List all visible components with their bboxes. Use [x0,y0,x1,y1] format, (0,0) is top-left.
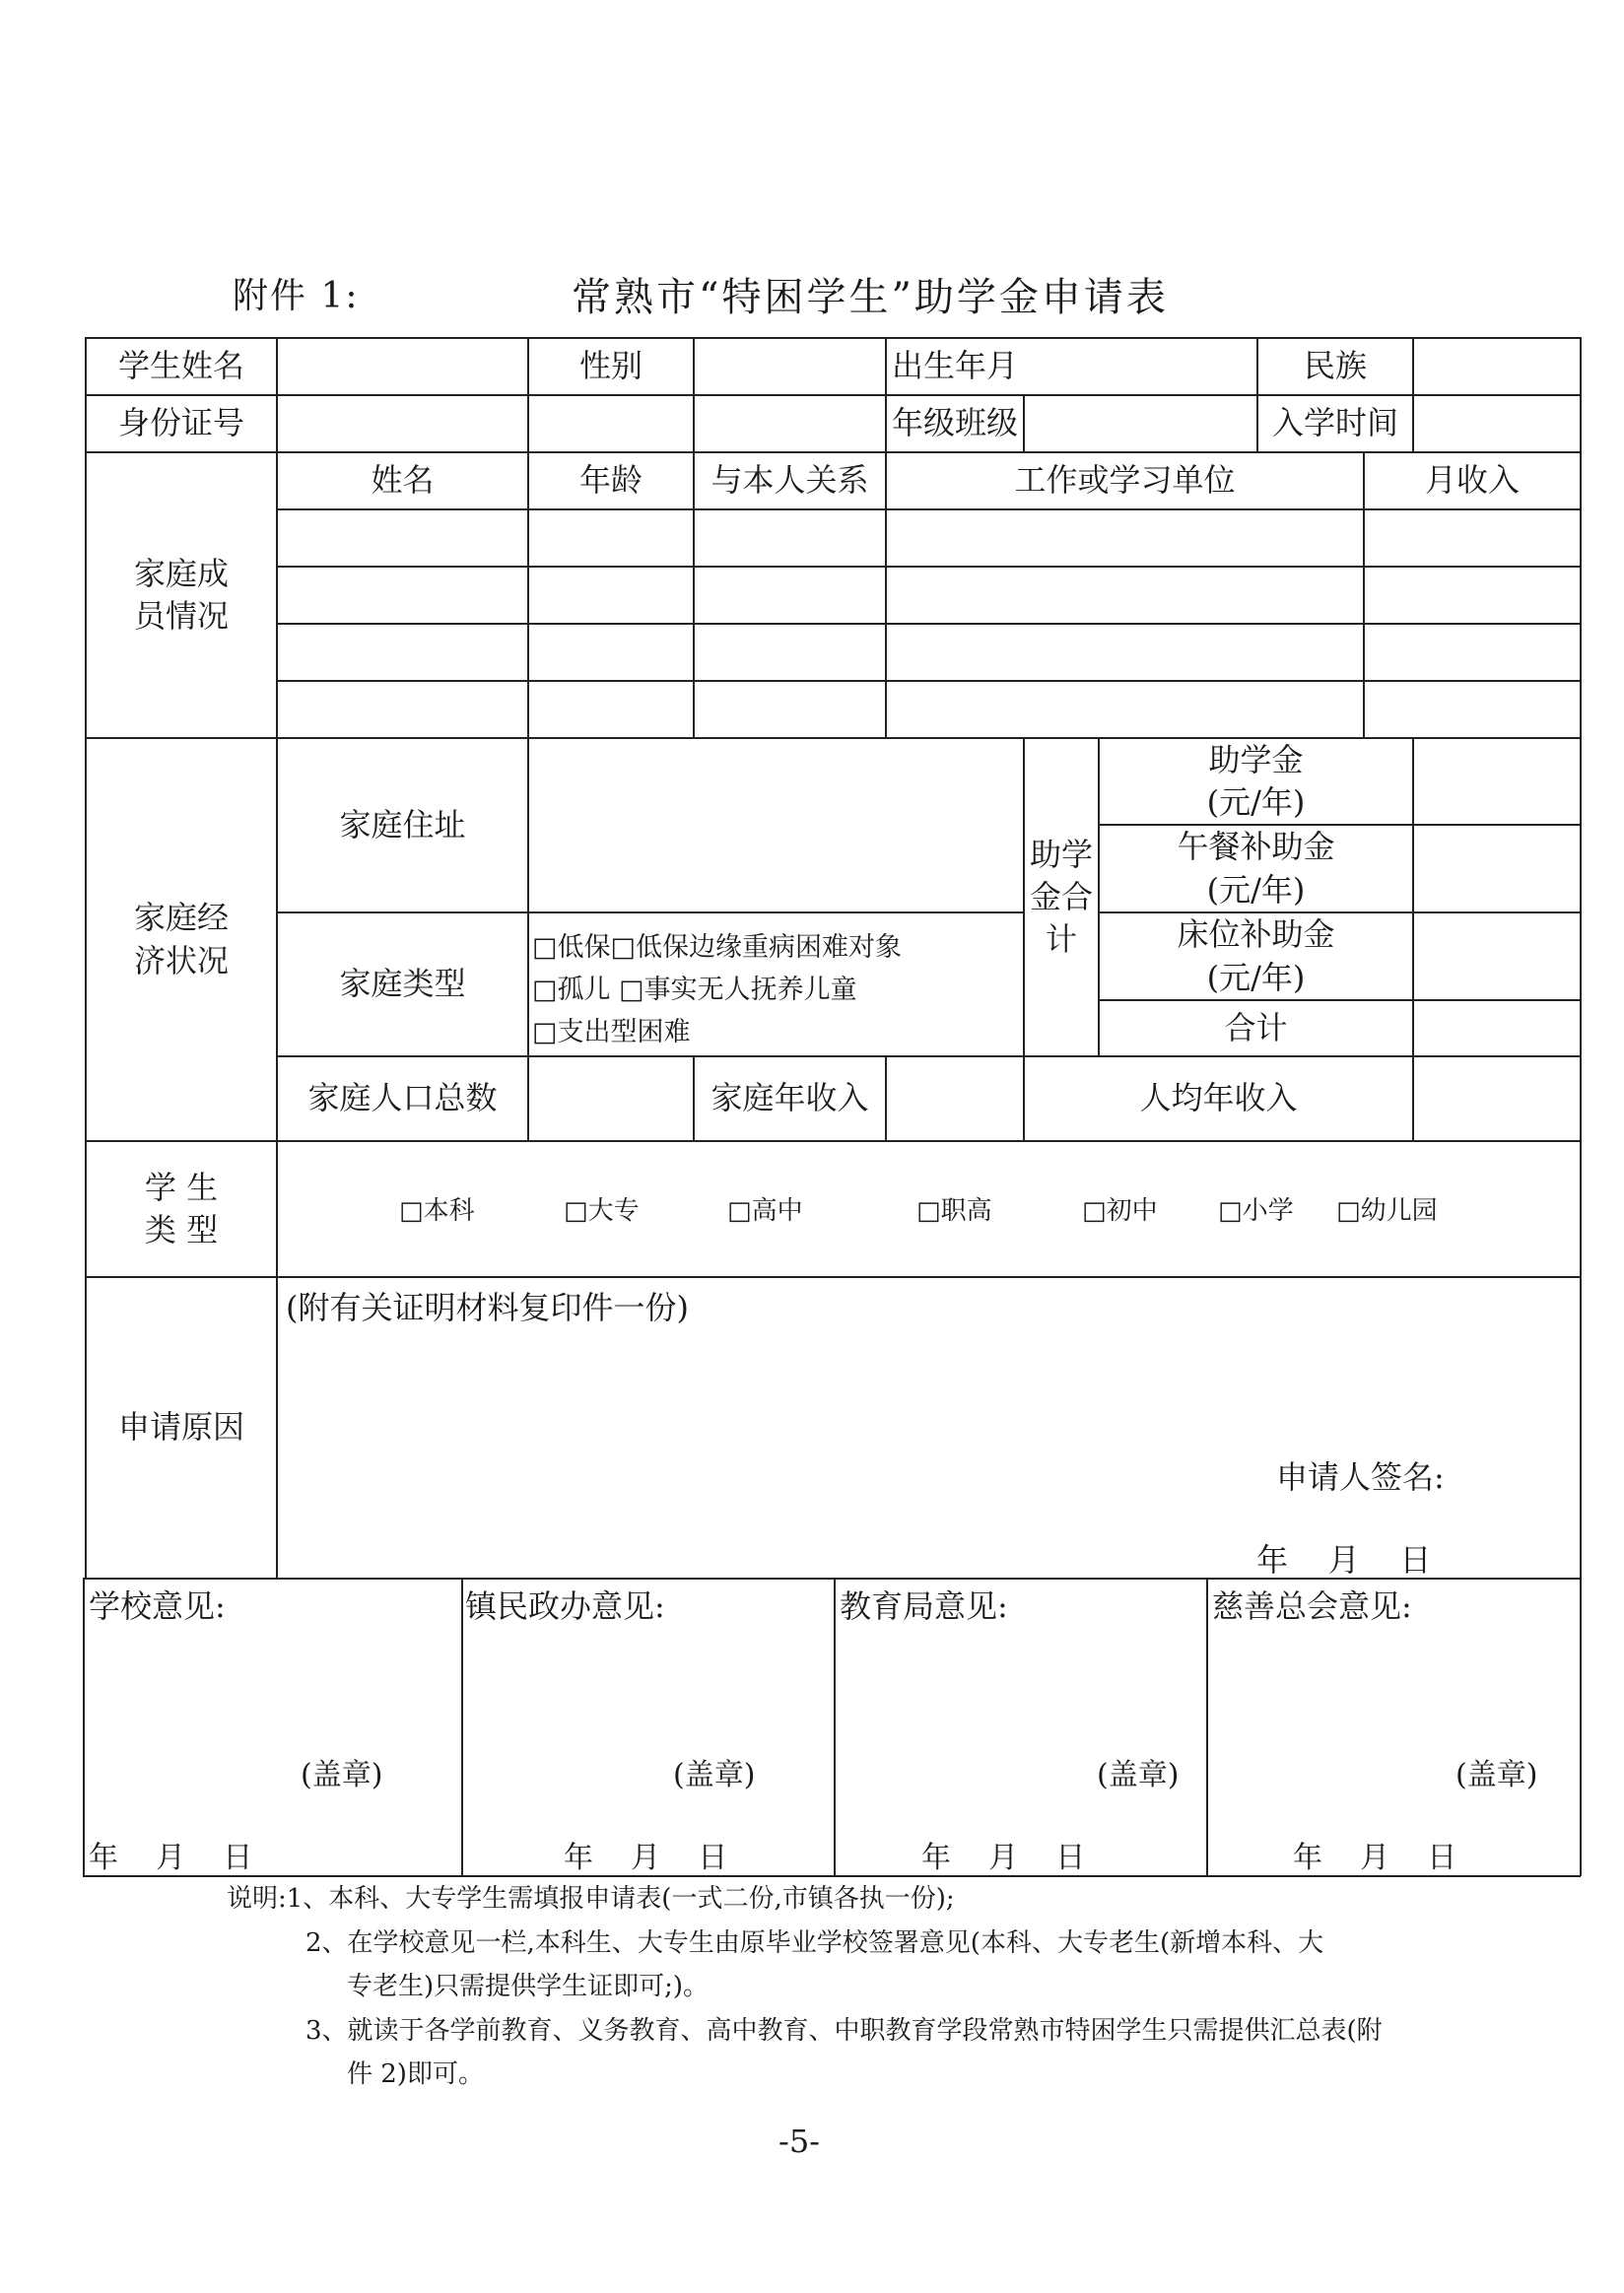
lunch-subsidy-label: 午餐补助金 (元/年) [1177,828,1335,909]
student-type-junior-college[interactable]: □大专 [564,1196,640,1226]
applicant-signature-label: 申请人签名: [1276,1458,1445,1496]
attachment-label: 附件 1: [233,276,360,316]
id-number-field[interactable] [278,396,885,451]
family-col-workplace: 工作或学习单位 [1014,461,1236,500]
family-col-name: 姓名 [371,461,435,500]
enroll-time-label: 入学时间 [1271,404,1398,442]
aid-field[interactable] [1414,739,1580,824]
aid-sum-field[interactable] [1414,1001,1580,1055]
gender-field[interactable] [695,339,885,394]
per-capita-income-field[interactable] [1414,1057,1580,1140]
birth-field[interactable] [1025,339,1256,394]
student-name-label: 学生姓名 [117,347,244,385]
school-opinion-label: 学校意见: [89,1587,226,1625]
home-address-field[interactable] [529,739,1023,911]
per-capita-income-label: 人均年收入 [1139,1079,1298,1117]
education-bureau-date: 年 月 日 [921,1841,1086,1875]
student-name-field[interactable] [278,339,527,394]
form-title: 常熟市“特困学生”助学金申请表 [572,275,1169,320]
note-2: 2、在学校意见一栏,本科生、大专生由原毕业学校签署意见(本科、大专老生(新增本科、大 [305,1928,1324,1958]
student-type-vocational[interactable]: □职高 [916,1196,992,1226]
bed-subsidy-label: 床位补助金 (元/年) [1177,915,1335,996]
student-type-high-school[interactable]: □高中 [727,1196,803,1226]
annual-income-label: 家庭年收入 [710,1079,869,1117]
note-2-continued: 专老生)只需提供学生证即可;)。 [347,1972,710,2001]
aid-sum-label: 合计 [1224,1008,1288,1046]
family-type-label: 家庭类型 [339,965,466,1003]
enroll-time-field[interactable] [1414,396,1580,451]
note-3: 3、就读于各学前教育、义务教育、高中教育、中职教育学段常熟市特困学生只需提供汇总表(附 [305,2016,1383,2046]
family-type-options[interactable] [532,926,902,1053]
student-type-primary[interactable]: □小学 [1218,1196,1294,1226]
reason-note: (附有关证明材料复印件一份) [286,1289,689,1326]
note-3-continued: 件 2)即可。 [347,2059,484,2089]
aid-label: 助学金 (元/年) [1206,740,1306,821]
reason-label: 申请原因 [117,1408,244,1447]
grade-class-label: 年级班级 [891,404,1018,442]
family-type-option-1[interactable]: □低保□低保边缘重病困难对象 [532,932,903,963]
charity-stamp: (盖章) [1455,1758,1538,1792]
charity-date: 年 月 日 [1293,1841,1457,1875]
student-type-label: 学 生 类 型 [144,1168,219,1248]
family-population-label: 家庭人口总数 [307,1079,498,1117]
student-type-middle-school[interactable]: □初中 [1082,1196,1158,1226]
annual-income-field[interactable] [887,1057,1023,1140]
family-col-relation: 与本人关系 [710,461,869,500]
lunch-subsidy-field[interactable] [1414,826,1580,911]
civil-affairs-date: 年 月 日 [564,1841,728,1875]
page-number: -5- [778,2123,820,2160]
aid-total-label: 助学 金合 计 [1029,835,1093,959]
economy-section-label: 家庭经 济状况 [133,899,229,979]
ethnicity-field[interactable] [1414,339,1580,394]
bed-subsidy-field[interactable] [1414,913,1580,999]
family-type-option-2[interactable]: □孤儿 □事实无人抚养儿童 [532,975,857,1005]
education-bureau-opinion-label: 教育局意见: [840,1587,1008,1625]
gender-label: 性别 [578,347,643,385]
civil-affairs-stamp: (盖章) [673,1758,756,1792]
charity-opinion-label: 慈善总会意见: [1212,1587,1412,1625]
note-1: 说明:1、本科、大专学生需填报申请表(一式二份,市镇各执一份); [227,1884,955,1914]
family-col-age: 年龄 [578,461,643,500]
school-stamp: (盖章) [301,1758,383,1792]
school-date: 年 月 日 [89,1841,253,1875]
id-number-label: 身份证号 [117,404,244,442]
civil-affairs-opinion-label: 镇民政办意见: [465,1587,665,1625]
ethnicity-label: 民族 [1303,347,1367,385]
reason-date: 年 月 日 [1256,1541,1432,1579]
home-address-label: 家庭住址 [339,805,466,843]
family-population-field[interactable] [529,1057,693,1140]
student-type-kindergarten[interactable]: □幼儿园 [1336,1196,1438,1226]
family-members-section-label: 家庭成 员情况 [133,554,229,635]
family-col-monthly-income: 月收入 [1424,461,1520,500]
birth-label: 出生年月 [891,347,1018,385]
grade-class-field[interactable] [1025,396,1256,451]
family-type-option-3[interactable]: □支出型困难 [532,1017,691,1047]
student-type-undergrad[interactable]: □本科 [399,1196,475,1226]
education-bureau-stamp: (盖章) [1097,1758,1180,1792]
reason-field[interactable] [278,1330,1580,1449]
